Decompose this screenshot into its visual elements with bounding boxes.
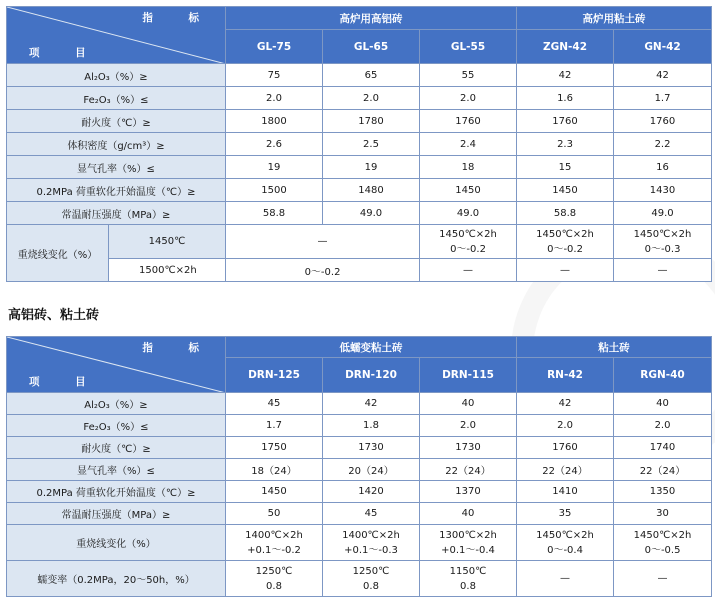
column-header: GN-42 — [614, 30, 712, 64]
table-cell: 58.8 — [226, 202, 323, 225]
reheat-cond2-dash: — — [517, 259, 614, 282]
column-header: DRN-125 — [226, 358, 323, 393]
column-header: DRN-115 — [420, 358, 517, 393]
column-header: GL-75 — [226, 30, 323, 64]
group-low-creep: 低蠕变粘土砖 — [226, 337, 517, 358]
table-cell: 1480 — [323, 179, 420, 202]
table-cell: 1410 — [517, 481, 614, 503]
table-cell: 22（24） — [420, 459, 517, 481]
table-cell: 42 — [517, 64, 614, 87]
table-cell: 2.2 — [614, 133, 712, 156]
column-header: GL-65 — [323, 30, 420, 64]
table-cell: 2.0 — [614, 415, 712, 437]
table-row — [7, 503, 712, 525]
table-cell: 1500 — [226, 179, 323, 202]
table-cell: 1760 — [614, 110, 712, 133]
table-cell: 1760 — [420, 110, 517, 133]
row-label: Al₂O₃（%）≥ — [7, 393, 226, 415]
reheat-dash: — — [226, 225, 420, 259]
reheat-condition-2: 1500℃×2h — [109, 259, 226, 282]
row-label: 0.2MPa 荷重软化开始温度（℃）≥ — [7, 179, 226, 202]
table-cell: 1730 — [323, 437, 420, 459]
reheat-change-label: 重烧线变化（%） — [7, 225, 109, 282]
table-cell: 42 — [517, 393, 614, 415]
table-row — [7, 110, 712, 133]
header-index-label: 指 标 — [142, 12, 215, 24]
reheat-value-gn42: 1450℃×2h 0～-0.3 — [614, 225, 712, 259]
table-cell: 18（24） — [226, 459, 323, 481]
table-cell: 1760 — [517, 437, 614, 459]
table-cell: 75 — [226, 64, 323, 87]
table-cell: 1760 — [517, 110, 614, 133]
table-cell: 45 — [226, 393, 323, 415]
table-cell: 2.0 — [226, 87, 323, 110]
reheat-value-gl55: 1450℃×2h 0～-0.2 — [420, 225, 517, 259]
table-cell: 2.4 — [420, 133, 517, 156]
row-label: 耐火度（℃）≥ — [7, 110, 226, 133]
header-index-label: 指 标 — [142, 342, 215, 354]
table-row — [7, 133, 712, 156]
header-item-label: 项 目 — [29, 47, 102, 59]
table-cell: 16 — [614, 156, 712, 179]
column-header: GL-55 — [420, 30, 517, 64]
table-cell: 49.0 — [614, 202, 712, 225]
table-cell: 1.7 — [614, 87, 712, 110]
group-high-alumina: 高炉用高铝砖 — [226, 7, 517, 30]
row-label: 常温耐压强度（MPa）≥ — [7, 202, 226, 225]
reheat-cond2-value: 0～-0.2 — [226, 259, 420, 282]
reheat-change-label: 重烧线变化（%） — [7, 525, 226, 561]
table-row — [7, 179, 712, 202]
row-label: 显气孔率（%）≤ — [7, 459, 226, 481]
table-cell: 1800 — [226, 110, 323, 133]
table-cell: 58.8 — [517, 202, 614, 225]
blast-furnace-brick-table — [6, 6, 712, 282]
table-cell: 1740 — [614, 437, 712, 459]
table-cell: 1450 — [226, 481, 323, 503]
table-row — [7, 202, 712, 225]
table-cell: 2.6 — [226, 133, 323, 156]
creep-value: 1150℃ 0.8 — [420, 561, 517, 597]
row-label: 0.2MPa 荷重软化开始温度（℃）≥ — [7, 481, 226, 503]
reheat-value-zgn42: 1450℃×2h 0～-0.2 — [517, 225, 614, 259]
header-diagonal-cell — [7, 337, 226, 393]
reheat-value: 1450℃×2h 0～-0.4 — [517, 525, 614, 561]
reheat-cond2-dash: — — [420, 259, 517, 282]
table-cell: 40 — [614, 393, 712, 415]
table-cell: 1.8 — [323, 415, 420, 437]
table-cell: 20（24） — [323, 459, 420, 481]
section-title: 高铝砖、粘土砖 — [8, 308, 100, 323]
table-cell: 35 — [517, 503, 614, 525]
table-cell: 2.0 — [420, 415, 517, 437]
table-cell: 19 — [323, 156, 420, 179]
reheat-value: 1400℃×2h +0.1～-0.2 — [226, 525, 323, 561]
table-cell: 1.7 — [226, 415, 323, 437]
table-cell: 50 — [226, 503, 323, 525]
table-row — [7, 393, 712, 415]
table-cell: 49.0 — [323, 202, 420, 225]
table-cell: 1370 — [420, 481, 517, 503]
table-cell: 2.5 — [323, 133, 420, 156]
table-cell: 42 — [614, 64, 712, 87]
reheat-value: 1450℃×2h 0～-0.5 — [614, 525, 712, 561]
header-item-label: 项 目 — [29, 376, 102, 388]
reheat-value: 1300℃×2h +0.1～-0.4 — [420, 525, 517, 561]
table-cell: 42 — [323, 393, 420, 415]
table-cell: 40 — [420, 393, 517, 415]
column-header: RGN-40 — [614, 358, 712, 393]
reheat-cond2-dash: — — [614, 259, 712, 282]
table-row — [7, 64, 712, 87]
creep-value: 1250℃ 0.8 — [323, 561, 420, 597]
table-cell: 55 — [420, 64, 517, 87]
header-diagonal-cell — [7, 7, 226, 64]
table-cell: 2.0 — [323, 87, 420, 110]
table-cell: 2.0 — [517, 415, 614, 437]
table-cell: 15 — [517, 156, 614, 179]
table-cell: 45 — [323, 503, 420, 525]
column-header: ZGN-42 — [517, 30, 614, 64]
row-label: 耐火度（℃）≥ — [7, 437, 226, 459]
table-row — [7, 415, 712, 437]
table-cell: 18 — [420, 156, 517, 179]
table-cell: 1420 — [323, 481, 420, 503]
table-cell: 1730 — [420, 437, 517, 459]
creep-dash: — — [517, 561, 614, 597]
creep-dash: — — [614, 561, 712, 597]
table-cell: 1.6 — [517, 87, 614, 110]
row-label: Fe₂O₃（%）≤ — [7, 87, 226, 110]
row-label: 显气孔率（%）≤ — [7, 156, 226, 179]
group-clay: 粘土砖 — [517, 337, 712, 358]
table-row — [7, 437, 712, 459]
column-header: RN-42 — [517, 358, 614, 393]
table-cell: 2.0 — [420, 87, 517, 110]
table-row — [7, 481, 712, 503]
table-cell: 22（24） — [614, 459, 712, 481]
reheat-condition-1: 1450℃ — [109, 225, 226, 259]
table-cell: 1350 — [614, 481, 712, 503]
table-cell: 65 — [323, 64, 420, 87]
row-label: 常温耐压强度（MPa）≥ — [7, 503, 226, 525]
table-cell: 1450 — [517, 179, 614, 202]
table-cell: 49.0 — [420, 202, 517, 225]
table-cell: 40 — [420, 503, 517, 525]
table-cell: 1450 — [420, 179, 517, 202]
group-clay: 高炉用粘土砖 — [517, 7, 712, 30]
table-cell: 2.3 — [517, 133, 614, 156]
creep-rate-label: 蠕变率（0.2MPa，20～50h，%） — [7, 561, 226, 597]
row-label: 体积密度（g/cm³）≥ — [7, 133, 226, 156]
table-cell: 30 — [614, 503, 712, 525]
table-row — [7, 156, 712, 179]
column-header: DRN-120 — [323, 358, 420, 393]
clay-brick-table — [6, 336, 712, 597]
table-row — [7, 459, 712, 481]
row-label: Al₂O₃（%）≥ — [7, 64, 226, 87]
reheat-value: 1400℃×2h +0.1～-0.3 — [323, 525, 420, 561]
table-cell: 1780 — [323, 110, 420, 133]
creep-value: 1250℃ 0.8 — [226, 561, 323, 597]
table-cell: 22（24） — [517, 459, 614, 481]
table-cell: 1750 — [226, 437, 323, 459]
table-row — [7, 87, 712, 110]
table-cell: 19 — [226, 156, 323, 179]
row-label: Fe₂O₃（%）≤ — [7, 415, 226, 437]
table-cell: 1430 — [614, 179, 712, 202]
